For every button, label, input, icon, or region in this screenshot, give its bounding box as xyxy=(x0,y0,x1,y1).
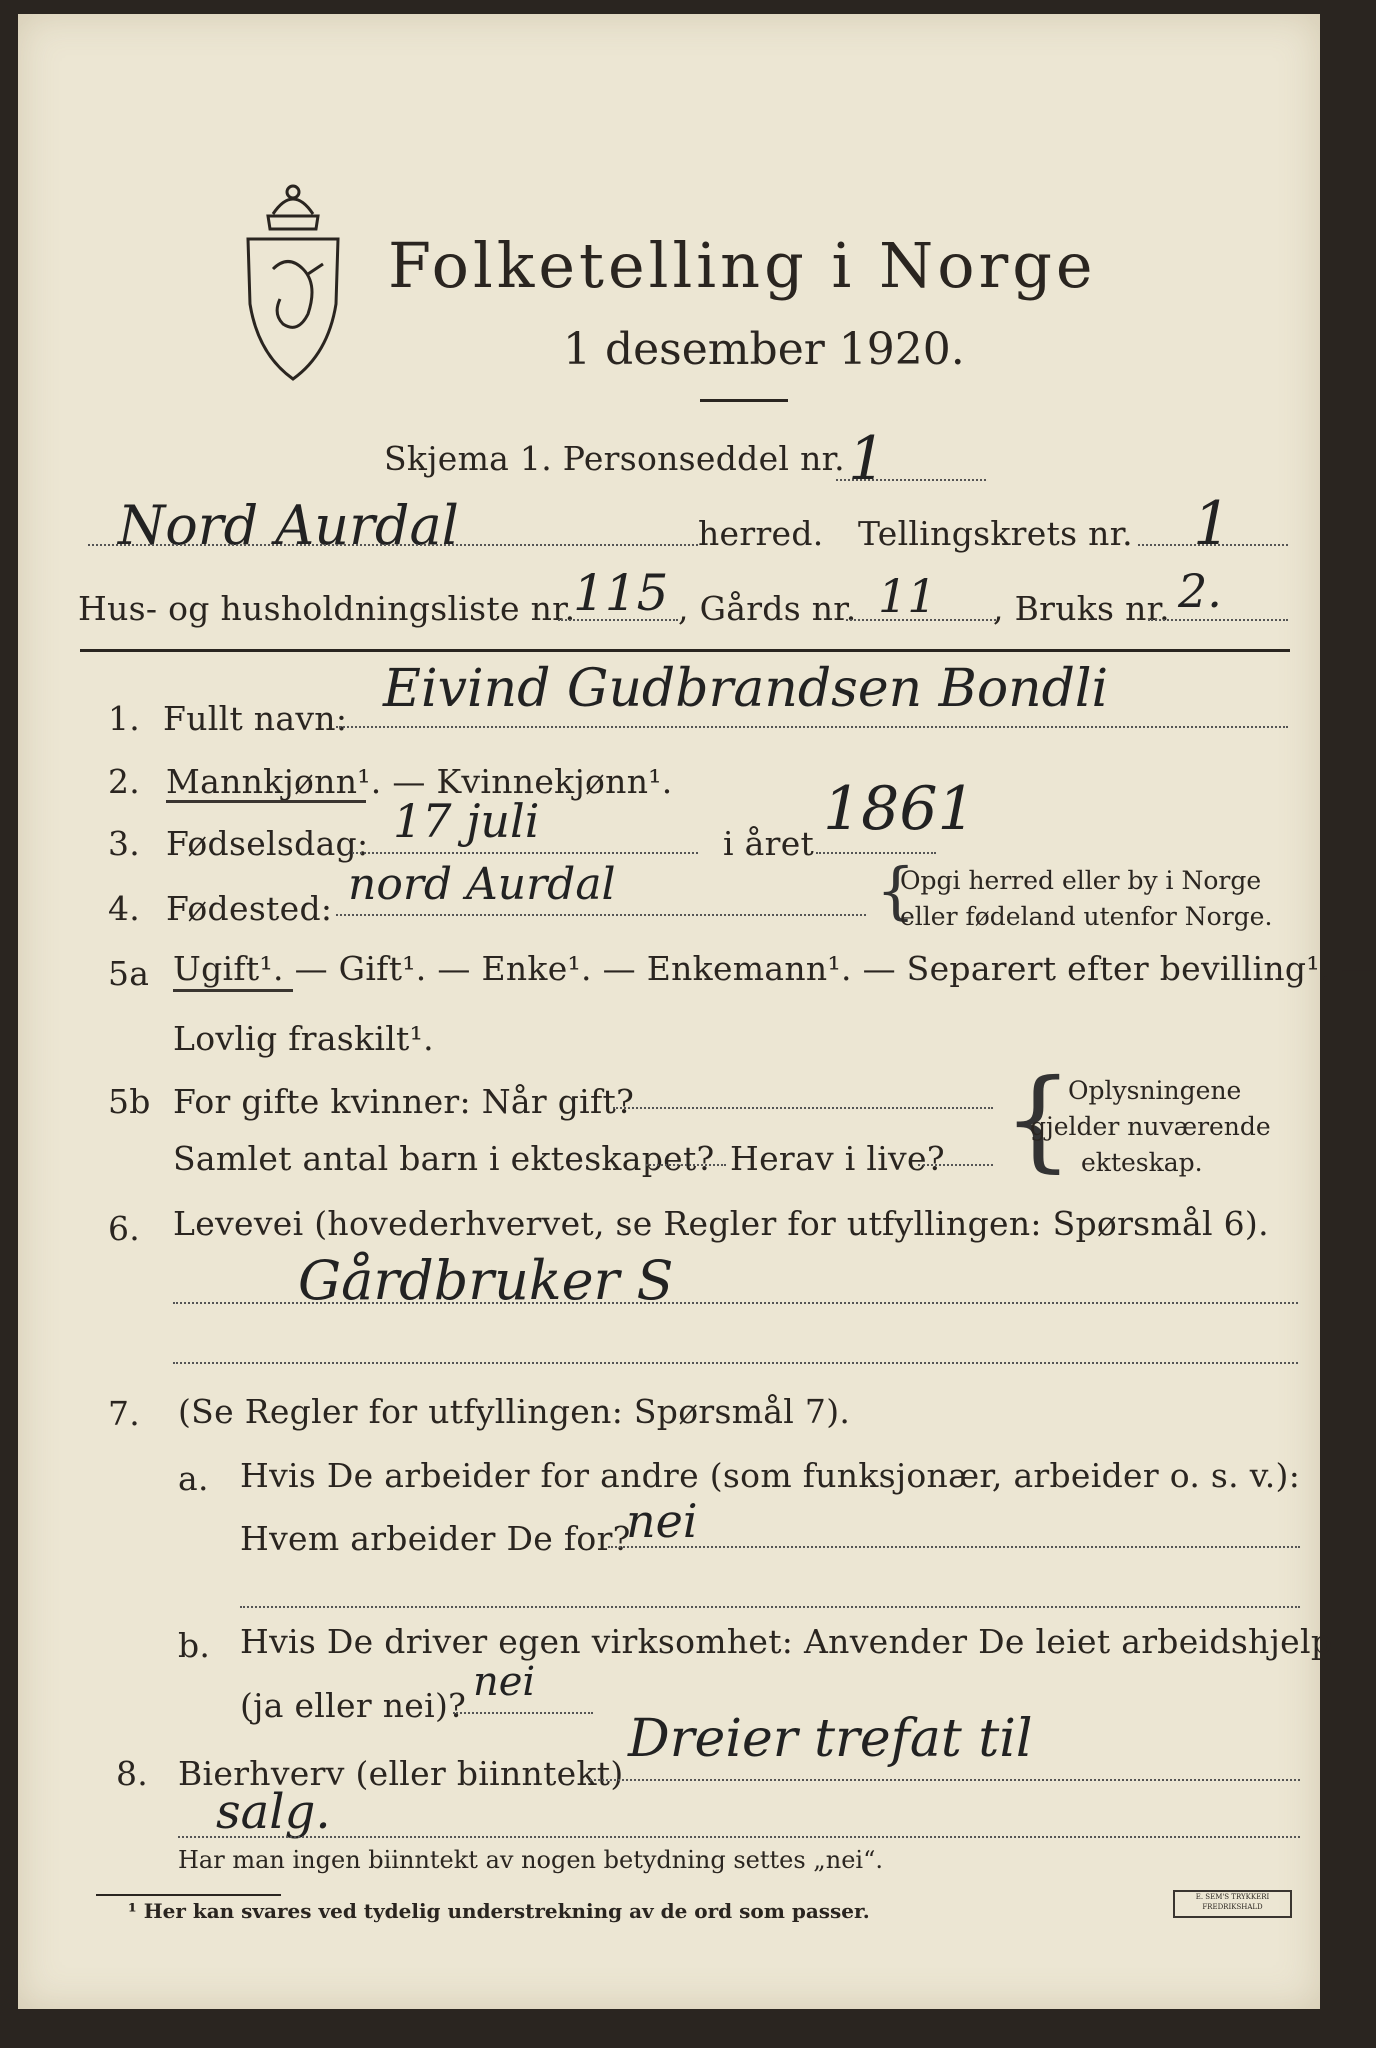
census-form-page xyxy=(18,14,1375,2009)
q8-side-income-line-1: Dreier trefat til xyxy=(628,1709,1033,1769)
q8-number: 8. xyxy=(116,1754,149,1793)
q2-mannkjonn-underline xyxy=(166,800,366,803)
hus-nr: 115 xyxy=(573,564,669,622)
q4-birthplace: nord Aurdal xyxy=(348,859,616,910)
q7a-label-line-2: Hvem arbeider De for? xyxy=(240,1519,631,1558)
q3-birth-year: 1861 xyxy=(823,774,976,844)
q7a-letter: a. xyxy=(178,1459,209,1498)
header-divider xyxy=(80,649,1290,652)
title-divider xyxy=(700,399,788,402)
q4-note-brace: { xyxy=(876,854,916,927)
hus-label: Hus- og husholdningsliste nr. xyxy=(78,589,576,628)
q6-number: 6. xyxy=(108,1209,141,1248)
q6-dots-1 xyxy=(173,1302,1298,1304)
q8-side-income-line-2: salg. xyxy=(216,1784,331,1840)
herred-dots xyxy=(88,544,698,546)
printer-stamp: E. SEM'S TRYKKERI FREDRIKSHALD xyxy=(1173,1890,1292,1918)
q5b-note-line-1: Oplysningene xyxy=(1068,1076,1242,1105)
q3-number: 3. xyxy=(108,824,141,863)
q8-dots-1 xyxy=(590,1779,1300,1781)
q6-occupation: Gårdbruker S xyxy=(298,1249,674,1312)
q7b-label-line-2: (ja eller nei)? xyxy=(240,1686,467,1725)
q2-label: Mannkjønn¹. — Kvinnekjønn¹. xyxy=(166,762,673,801)
q6-dots-2 xyxy=(173,1362,1298,1364)
q8-dots-2 xyxy=(178,1836,1300,1838)
q7a-dots-2 xyxy=(240,1606,1300,1608)
gards-nr: 11 xyxy=(878,569,937,623)
q7-label: (Se Regler for utfyllingen: Spørsmål 7). xyxy=(178,1392,851,1431)
q3-birthday: 17 juli xyxy=(393,794,540,848)
tellingskrets-nr: 1 xyxy=(1193,489,1232,559)
footnote-divider xyxy=(96,1894,281,1896)
q7b-letter: b. xyxy=(178,1626,211,1665)
q1-label: Fullt navn: xyxy=(163,699,348,738)
form-title: Folketelling i Norge xyxy=(388,229,1097,302)
q6-label: Levevei (hovederhvervet, se Regler for utfyllingen: Spørsmål 6). xyxy=(173,1204,1269,1243)
coat-of-arms-icon xyxy=(228,174,358,394)
q5b-label-line-1: For gifte kvinner: Når gift? xyxy=(173,1082,635,1121)
q2-number: 2. xyxy=(108,762,141,801)
q1-dots xyxy=(336,726,1288,728)
q4-note-line-1: Opgi herred eller by i Norge xyxy=(900,866,1262,895)
q5a-ugift-underline xyxy=(173,989,293,992)
q5a-label: Ugift¹. — Gift¹. — Enke¹. — Enkemann¹. — Separert efter bevilling¹. — xyxy=(173,949,1375,988)
q3-year-label: i året xyxy=(723,824,815,863)
q7b-dots xyxy=(453,1712,593,1714)
personseddel-nr: 1 xyxy=(848,424,887,494)
tellingskrets-label: Tellingskrets nr. xyxy=(858,514,1133,553)
herred-label: herred. xyxy=(698,514,824,553)
q4-dots xyxy=(336,914,866,916)
gards-label: , Gårds nr. xyxy=(678,589,857,628)
bruks-label: , Bruks nr. xyxy=(993,589,1170,628)
census-date: 1 desember 1920. xyxy=(563,324,965,375)
q4-label: Fødested: xyxy=(166,889,333,928)
q4-note-line-2: eller fødeland utenfor Norge. xyxy=(900,902,1273,931)
q5b-note-brace: { xyxy=(1003,1055,1073,1183)
q5b-alive-dots xyxy=(918,1164,993,1166)
q1-full-name: Eivind Gudbrandsen Bondli xyxy=(383,659,1109,719)
herred-value: Nord Aurdal xyxy=(118,494,459,557)
q5b-children-dots xyxy=(646,1164,726,1166)
q5b-note-line-3: ekteskap. xyxy=(1081,1148,1203,1177)
footnote: ¹ Her kan svares ved tydelig understrekning av de ord som passer. xyxy=(128,1899,870,1923)
q3-label: Fødselsdag: xyxy=(166,824,369,863)
q3-dots xyxy=(348,852,698,854)
q5b-number: 5b xyxy=(108,1082,151,1121)
q7a-dots-1 xyxy=(608,1546,1300,1548)
bruks-dots xyxy=(1148,619,1288,621)
q7-number: 7. xyxy=(108,1394,141,1433)
q5b-label-line-3: Herav i live? xyxy=(730,1139,945,1178)
q5b-note-line-2: gjelder nuværende xyxy=(1030,1112,1271,1141)
q8-label: Bierhverv (eller biinntekt) xyxy=(178,1754,624,1793)
q5a-label-line-2: Lovlig fraskilt¹. xyxy=(173,1019,434,1058)
q7a-label-line-1: Hvis De arbeider for andre (som funksjonær, arbeider o. s. v.): xyxy=(240,1456,1301,1495)
q7b-hired-help: nei xyxy=(473,1659,536,1705)
q1-number: 1. xyxy=(108,699,141,738)
q5b-label-line-2: Samlet antal barn i ekteskapet? xyxy=(173,1139,715,1178)
skjema-label: Skjema 1. Personseddel nr. xyxy=(384,439,845,478)
q5a-number: 5a xyxy=(108,954,150,993)
bruks-nr: 2. xyxy=(1178,564,1222,618)
q7b-label-line-1: Hvis De driver egen virksomhet: Anvender De leiet arbeidshjelp xyxy=(240,1622,1333,1661)
q8-note: Har man ingen biinntekt av nogen betydning settes „nei“. xyxy=(178,1846,883,1874)
q5b-married-dots xyxy=(613,1107,993,1109)
q7a-employer: nei xyxy=(626,1494,698,1548)
q4-number: 4. xyxy=(108,889,141,928)
